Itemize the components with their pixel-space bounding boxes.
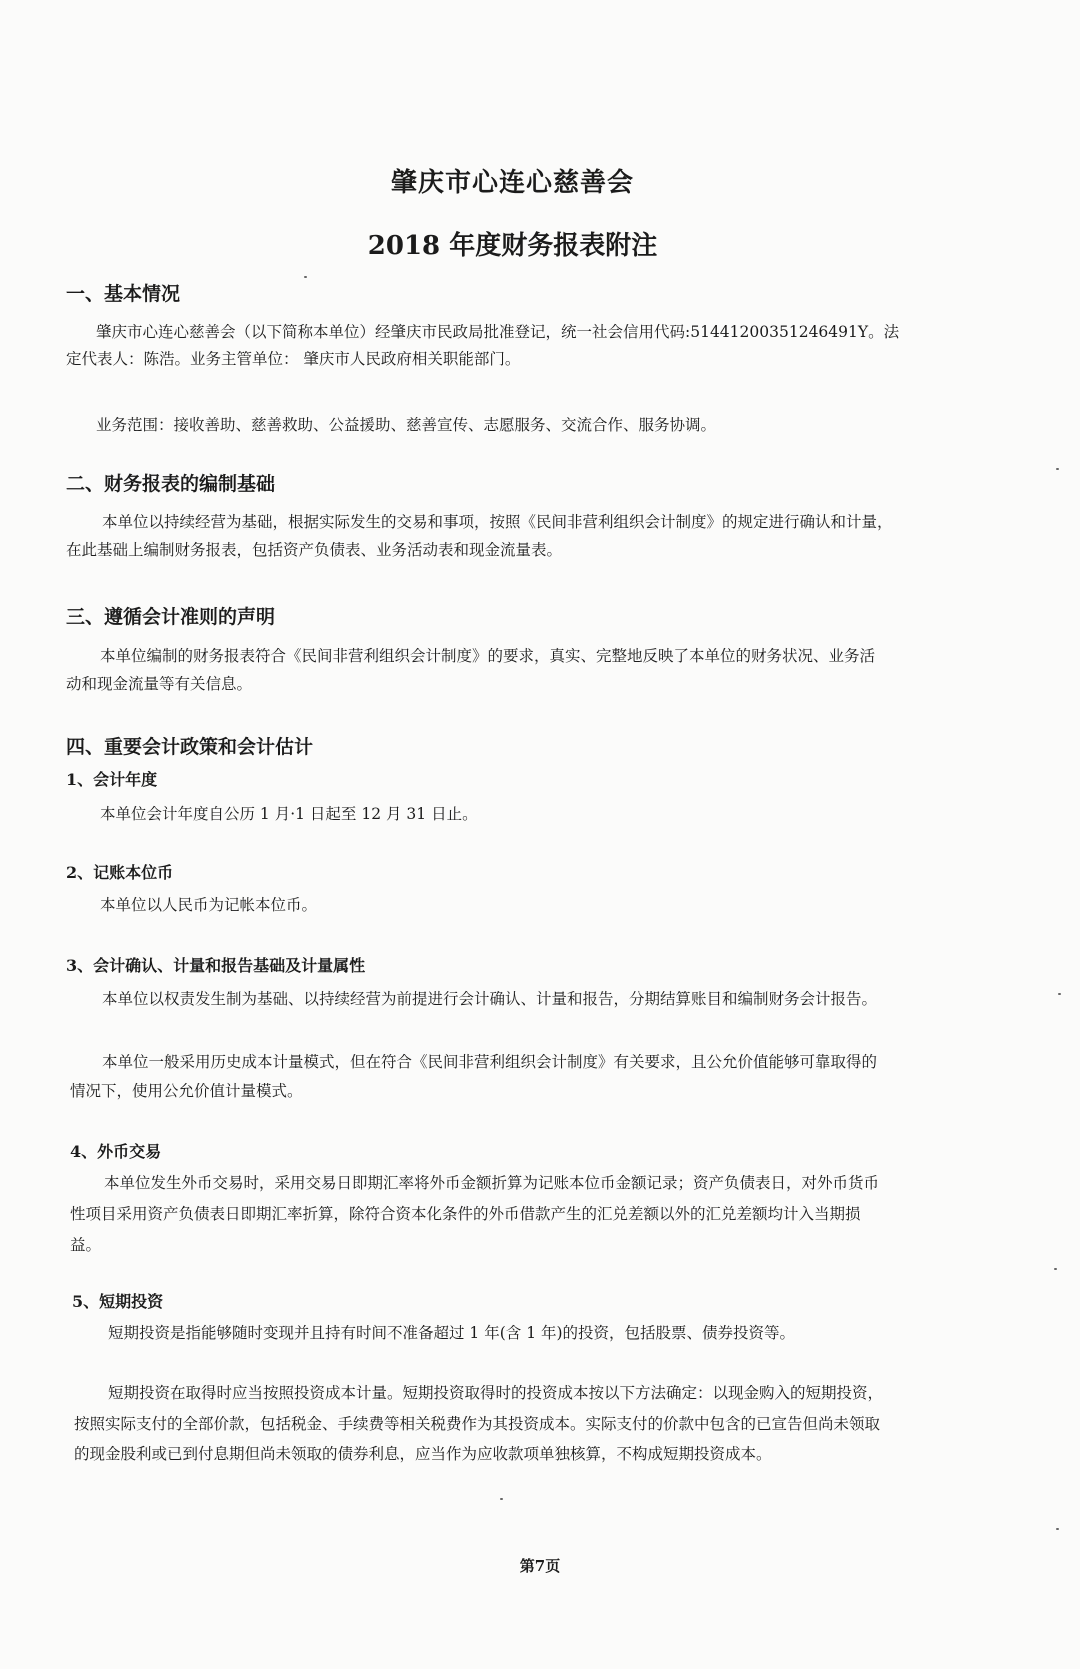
section-2-heading: 二、财务报表的编制基础	[66, 473, 276, 495]
item-2-heading: 2、记账本位币	[66, 863, 174, 882]
scan-speck	[304, 276, 307, 278]
section-4-heading: 四、重要会计政策和会计估计	[66, 736, 314, 758]
section-1-text-line-2: 定代表人：陈浩。业务主管单位： 肇庆市人民政府相关职能部门。	[66, 350, 521, 368]
scan-speck	[1058, 993, 1061, 995]
item-4-text-line-3: 益。	[70, 1236, 102, 1254]
section-3-text-line-2: 动和现金流量等有关信息。	[66, 675, 253, 693]
item-1-text: 本单位会计年度自公历 1 月·1 日起至 12 月 31 日止。	[100, 805, 478, 823]
item-4-text-line-2: 性项目采用资产负债表日即期汇率折算，除符合资本化条件的外币借款产生的汇兑差额以外的汇兑差额均计入当期损	[70, 1205, 861, 1223]
section-3-text-line-1: 本单位编制的财务报表符合《民间非营利组织会计制度》的要求，真实、完整地反映了本单位的财务状况、业务活	[100, 647, 876, 665]
item-4-heading: 4、外币交易	[70, 1142, 162, 1161]
item-1-heading: 1、会计年度	[66, 770, 158, 789]
section-1-text-line-1: 肇庆市心连心慈善会（以下简称本单位）经肇庆市民政局批准登记，统一社会信用代码:51441200351246491Y。法	[96, 323, 900, 341]
item-3-text-2-line-2: 情况下，使用公允价值计量模式。	[70, 1082, 303, 1100]
item-5-text-2-line-3: 的现金股利或已到付息期但尚未领取的债券利息，应当作为应收款项单独核算，不构成短期投资成本。	[74, 1445, 772, 1463]
scan-speck	[1054, 1268, 1057, 1270]
document-title: 肇庆市心连心慈善会	[390, 168, 634, 198]
item-5-text-1: 短期投资是指能够随时变现并且持有时间不准备超过 1 年(含 1 年)的投资，包括股票、债券投资等。	[108, 1324, 796, 1342]
section-2-text-line-2: 在此基础上编制财务报表，包括资产负债表、业务活动表和现金流量表。	[66, 541, 563, 559]
item-4-text-line-1: 本单位发生外币交易时，采用交易日即期汇率将外币金额折算为记账本位币金额记录；资产负债表日，对外币货币	[104, 1174, 880, 1192]
section-2-text-line-1: 本单位以持续经营为基础，根据实际发生的交易和事项，按照《民间非营利组织会计制度》的规定进行确认和计量，	[102, 513, 893, 531]
document-subtitle: 2018 年度财务报表附注	[367, 231, 658, 261]
item-5-heading: 5、短期投资	[72, 1292, 164, 1311]
section-1-business-scope: 业务范围：接收善助、慈善救助、公益援助、慈善宣传、志愿服务、交流合作、服务协调。	[96, 416, 717, 434]
item-3-text-1: 本单位以权责发生制为基础、以持续经营为前提进行会计确认、计量和报告，分期结算账目和编制财务会计报告。	[102, 990, 878, 1008]
section-3-heading: 三、遵循会计准则的声明	[66, 606, 276, 628]
scan-speck	[500, 1498, 503, 1500]
scan-speck	[1056, 468, 1059, 470]
page-number: 第7页	[519, 1557, 561, 1575]
item-5-text-2-line-1: 短期投资在取得时应当按照投资成本计量。短期投资取得时的投资成本按以下方法确定：以现金购入的短期投资，	[108, 1384, 884, 1402]
item-2-text: 本单位以人民币为记帐本位币。	[100, 896, 318, 914]
item-3-heading: 3、会计确认、计量和报告基础及计量属性	[66, 956, 366, 975]
item-3-text-2-line-1: 本单位一般采用历史成本计量模式，但在符合《民间非营利组织会计制度》有关要求，且公允价值能够可靠取得的	[102, 1053, 878, 1071]
scan-speck	[1056, 1528, 1059, 1530]
section-1-heading: 一、基本情况	[66, 283, 181, 305]
item-5-text-2-line-2: 按照实际支付的全部价款，包括税金、手续费等相关税费作为其投资成本。实际支付的价款中包含的已宣告但尚未领取	[74, 1415, 881, 1433]
